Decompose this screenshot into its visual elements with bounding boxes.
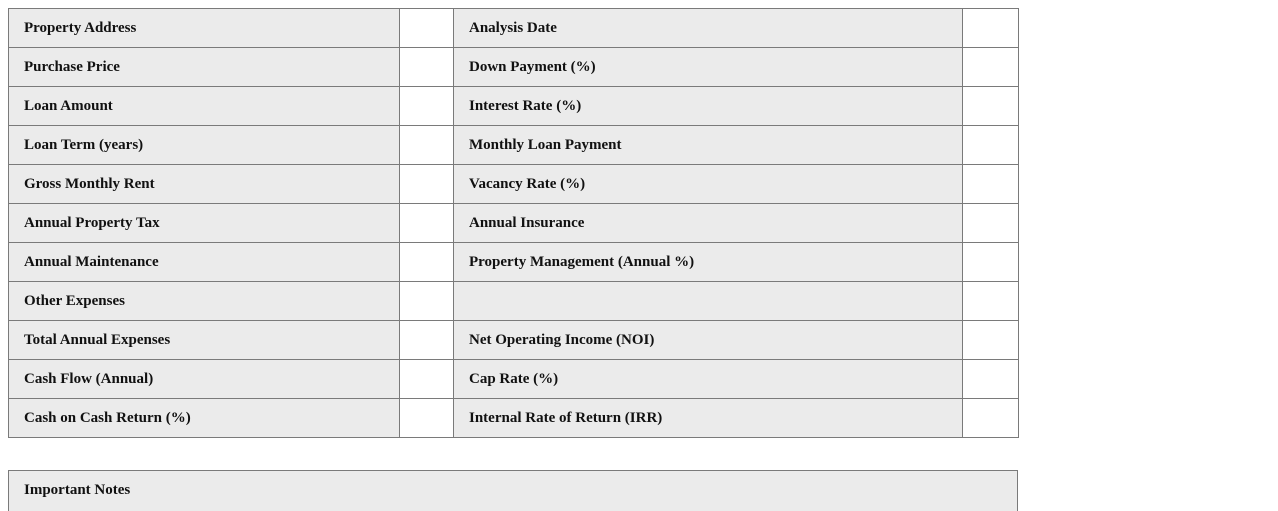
table-row [9, 165, 1019, 204]
row-label: Property Address [9, 9, 400, 48]
row-label: Annual Property Tax [9, 204, 400, 243]
table-row [9, 48, 1019, 87]
value-cell[interactable] [400, 9, 454, 48]
value-cell[interactable] [400, 48, 454, 87]
table-row [9, 9, 1019, 48]
analysis-table [8, 8, 1019, 438]
row-label: Monthly Loan Payment [454, 126, 963, 165]
row-label: Analysis Date [454, 9, 963, 48]
table-row [9, 399, 1019, 438]
row-label: Cap Rate (%) [454, 360, 963, 399]
row-label: Purchase Price [9, 48, 400, 87]
row-label [454, 282, 963, 321]
table-row [9, 243, 1019, 282]
row-label: Loan Amount [9, 87, 400, 126]
table-row [9, 321, 1019, 360]
value-cell[interactable] [400, 243, 454, 282]
row-label: Property Management (Annual %) [454, 243, 963, 282]
row-label: Cash Flow (Annual) [9, 360, 400, 399]
row-label: Annual Insurance [454, 204, 963, 243]
value-cell[interactable] [400, 165, 454, 204]
value-cell[interactable] [400, 399, 454, 438]
value-cell[interactable] [963, 204, 1019, 243]
important-notes-section [8, 470, 1018, 511]
value-cell[interactable] [963, 321, 1019, 360]
row-label: Internal Rate of Return (IRR) [454, 399, 963, 438]
row-label: Gross Monthly Rent [9, 165, 400, 204]
value-cell[interactable] [963, 243, 1019, 282]
value-cell[interactable] [963, 282, 1019, 321]
table-row [9, 204, 1019, 243]
row-label: Down Payment (%) [454, 48, 963, 87]
value-cell[interactable] [963, 126, 1019, 165]
value-cell[interactable] [400, 204, 454, 243]
row-label: Cash on Cash Return (%) [9, 399, 400, 438]
row-label: Other Expenses [9, 282, 400, 321]
value-cell[interactable] [400, 321, 454, 360]
table-row [9, 126, 1019, 165]
value-cell[interactable] [963, 165, 1019, 204]
value-cell[interactable] [963, 399, 1019, 438]
value-cell[interactable] [963, 87, 1019, 126]
value-cell[interactable] [963, 9, 1019, 48]
value-cell[interactable] [400, 282, 454, 321]
row-label: Net Operating Income (NOI) [454, 321, 963, 360]
table-row [9, 360, 1019, 399]
value-cell[interactable] [400, 360, 454, 399]
table-row [9, 282, 1019, 321]
row-label: Vacancy Rate (%) [454, 165, 963, 204]
value-cell[interactable] [400, 87, 454, 126]
value-cell[interactable] [963, 360, 1019, 399]
row-label: Total Annual Expenses [9, 321, 400, 360]
row-label: Annual Maintenance [9, 243, 400, 282]
value-cell[interactable] [963, 48, 1019, 87]
table-row [9, 87, 1019, 126]
value-cell[interactable] [400, 126, 454, 165]
analysis-sheet [8, 8, 1018, 438]
notes-heading: Important Notes [24, 482, 131, 498]
row-label: Interest Rate (%) [454, 87, 963, 126]
row-label: Loan Term (years) [9, 126, 400, 165]
